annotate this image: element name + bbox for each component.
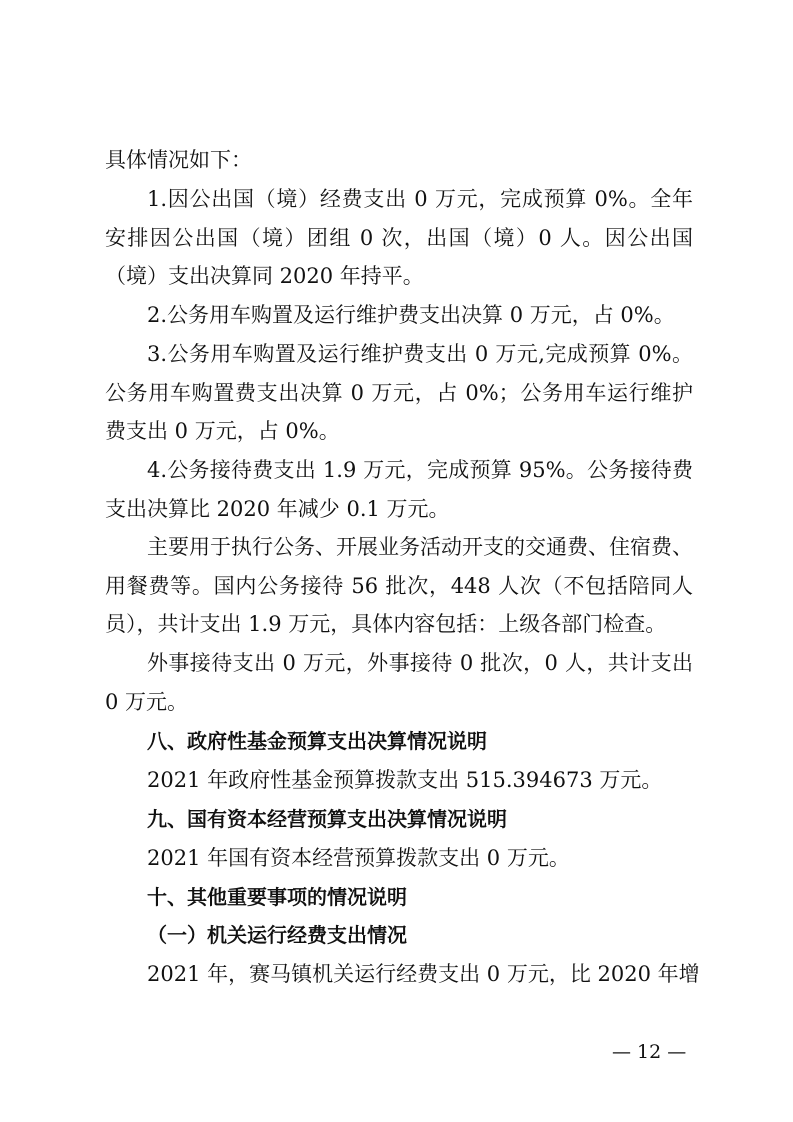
foreign-reception-paragraph: 外事接待支出 0 万元，外事接待 0 批次，0 人，共计支出 0 万元。 [105,651,693,714]
vehicle-maintenance-paragraph: 3.公务用车购置及运行维护费支出 0 万元,完成预算 0%。公务用车购置费支出决算 0 万元，占 0%；公务用车运行维护费支出 0 万元，占 0%。 [105,342,693,443]
section-9-heading: 九、国有资本经营预算支出决算情况说明 [147,807,507,831]
outbound-travel-paragraph: 1.因公出国（境）经费支出 0 万元，完成预算 0%。全年安排因公出国（境）团组 0 次，出国（境）0 人。因公出国（境）支出决算同 2020 年持平。 [105,187,693,288]
section-10-heading: 十、其他重要事项的情况说明 [147,885,407,909]
vehicle-expense-paragraph: 2.公务用车购置及运行维护费支出决算 0 万元，占 0%。 [147,303,675,327]
section-9-text: 2021 年国有资本经营预算拨款支出 0 万元。 [147,846,570,870]
subsection-1-text: 2021 年，赛马镇机关运行经费支出 0 万元，比 2020 年增 [147,962,700,986]
section-8-heading: 八、政府性基金预算支出决算情况说明 [147,729,487,753]
reception-expense-paragraph: 4.公务接待费支出 1.9 万元，完成预算 95%。公务接待费支出决算比 2020 年减少 0.1 万元。 [105,458,693,521]
section-8-text: 2021 年政府性基金预算拨款支出 515.394673 万元。 [147,768,663,792]
reception-detail-paragraph: 主要用于执行公务、开展业务活动开支的交通费、住宿费、用餐费等。国内公务接待 56 批次，448 人次（不包括陪同人员），共计支出 1.9 万元，具体内容包括：上级各部门检查。 [105,535,693,636]
subsection-1-heading: （一）机关运行经费支出情况 [147,923,407,947]
page-number: — 12 — [612,1041,687,1063]
intro-paragraph: 具体情况如下： [105,148,252,172]
